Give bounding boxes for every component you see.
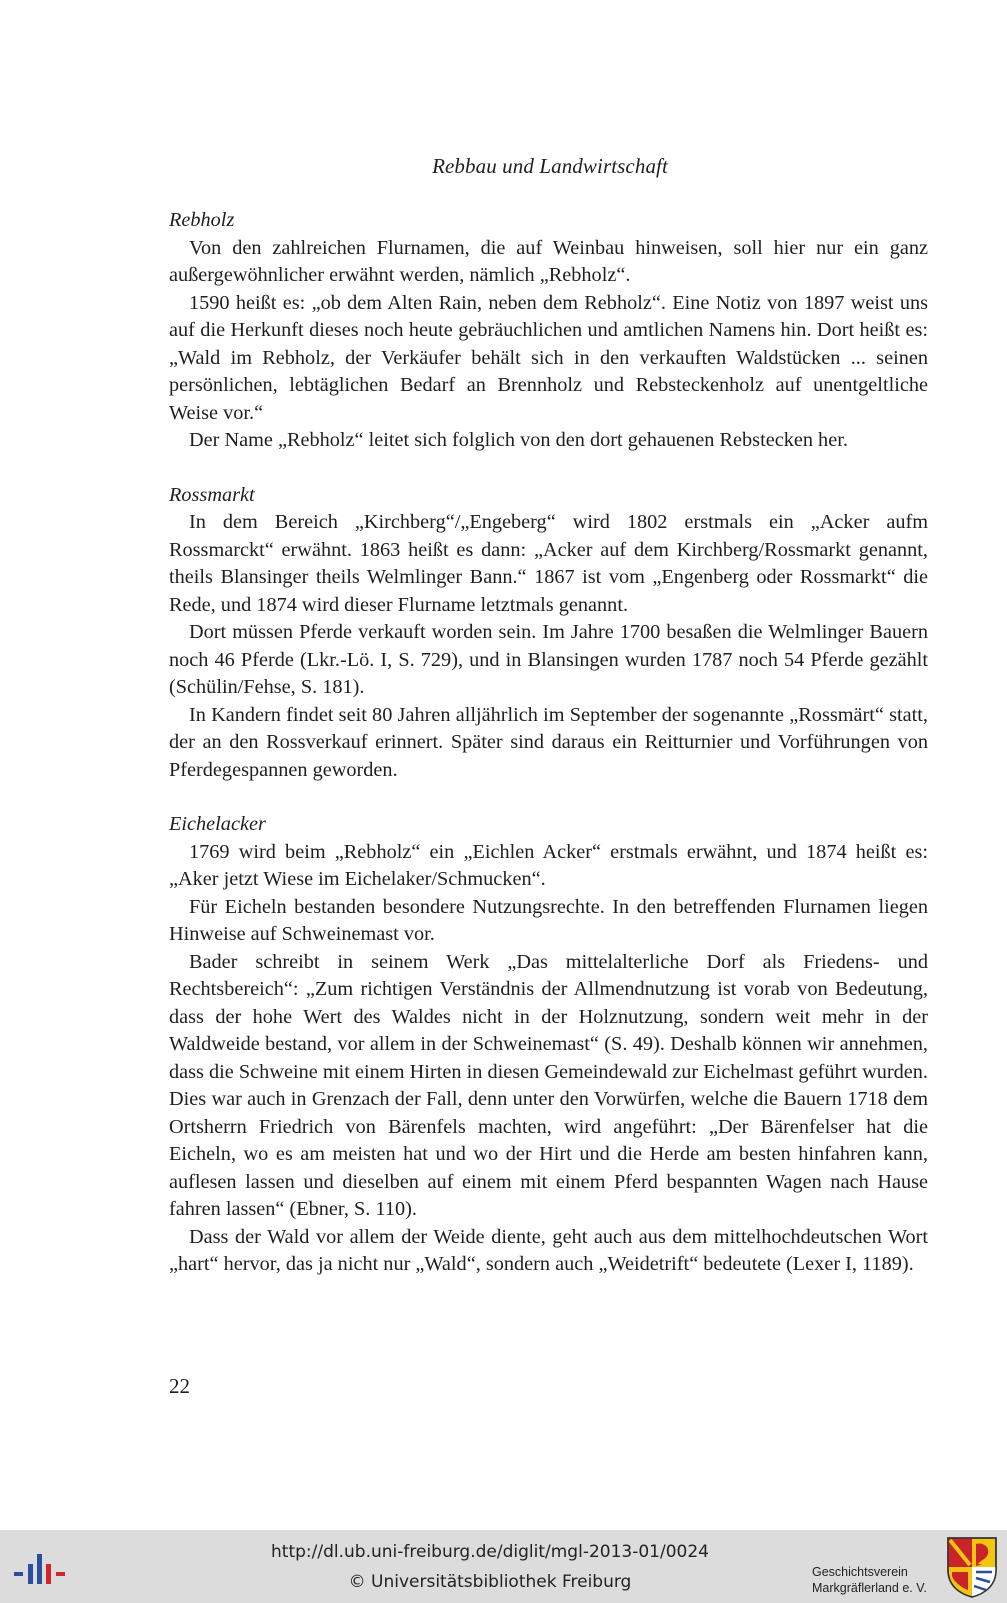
society-name-line1: Geschichtsverein	[812, 1565, 908, 1579]
markgraeflerland-crest-icon	[946, 1536, 998, 1598]
paragraph: Von den zahlreichen Flurnamen, die auf Weinbau hinweisen, soll hier nur ein ganz außergewöhnlicher erwähnt werden, nämlich „Rebholz“.	[169, 236, 928, 286]
page-number: 22	[169, 1374, 190, 1398]
society-name-line2: Markgräflerland e. V.	[812, 1581, 927, 1595]
section-eichelacker	[169, 811, 928, 1279]
paragraph: In Kandern findet seit 80 Jahren alljährlich im September der sogenannte „Rossmärt“ statt, der an den Rossverkauf erinnert. Später sind daraus ein Reitturnier und Vorführungen von Pferdegespannen geworden.	[169, 703, 928, 781]
ub-freiburg-logo-icon	[12, 1550, 68, 1590]
section-heading: Rebholz	[169, 209, 235, 231]
society-name	[812, 1564, 927, 1596]
paragraph: In dem Bereich „Kirchberg“/„Engeberg“ wird 1802 erstmals ein „Acker aufm Rossmarckt“ erwähnt. 1863 heißt es dann: „Acker auf dem Kirchberg/Rossmarkt genannt, theils Blansinger theils Welmlinger Bann.“ 1867 ist vom „Engenberg oder Rossmarkt“ die Rede, und 1874 wird dieser Flurname letztmals genannt.	[169, 511, 928, 616]
paragraph: Dass der Wald vor allem der Weide diente, geht auch aus dem mittelhochdeutschen Wort „hart“ hervor, das ja nicht nur „Wald“, sondern auch „Weidetrift“ bedeutete (Lexer I, 1189).	[169, 1225, 928, 1275]
paragraph: 1590 heißt es: „ob dem Alten Rain, neben dem Rebholz“. Eine Notiz von 1897 weist uns auf die Herkunft dieses noch heute gebräuchlichen und amtlichen Namens hin. Dort heißt es: „Wald im Rebholz, der Verkäufer behält sich in den verkauften Waldstücken ... seinen persönlichen, lebtäglichen Bedarf an Brennholz und Rebsteckenholz auf unentgeltliche Weise vor.“	[169, 291, 928, 424]
paragraph: Der Name „Rebholz“ leitet sich folglich von den dort gehauenen Rebstecken her.	[189, 429, 848, 451]
section-rossmarkt	[169, 482, 928, 785]
paragraph: Bader schreibt in seinem Werk „Das mittelalterliche Dorf als Friedens- und Rechtsbereich“: „Zum richtigen Verständnis der Allmendnutzung ist vorab von Bedeutung, dass der hohe Wert des Waldes nicht in der Holznutzung, sondern weit mehr in der Waldweide bestand, vor allem in der Schweinemast“ (S. 49). Deshalb können wir annehmen, dass die Schweine mit einem Hirten in diesen Gemeindewald zur Eichelmast geführt wurden. Dies war auch in Grenzach der Fall, denn unter den Vorwürfen, welche die Bauern 1718 dem Ortsherrn Friedrich von Bärenfels machten, wird angeführt: „Der Bärenfelser hat die Eicheln, wo es am meisten hat und wo der Hirt und die Herde am besten hinfahren kann, auflesen lassen und dieselben auf einem mit einem Pferd bespannten Wagen nach Hause fahren lassen“ (Ebner, S. 110).	[169, 950, 928, 1220]
footer-copyright: © Universitätsbibliothek Freiburg	[348, 1572, 632, 1592]
section-rebholz	[169, 207, 928, 455]
paragraph: 1769 wird beim „Rebholz“ ein „Eichlen Acker“ erstmals erwähnt, und 1874 heißt es: „Aker jetzt Wiese im Eichelaker/Schmucken“.	[169, 840, 928, 890]
footer-url-link[interactable]: http://dl.ub.uni-freiburg.de/diglit/mgl-2013-01/0024	[271, 1542, 709, 1562]
page-body	[169, 207, 928, 1279]
paragraph: Für Eicheln bestanden besondere Nutzungsrechte. In den betreffenden Flurnamen liegen Hinweise auf Schweinemast vor.	[169, 895, 928, 945]
paragraph: Dort müssen Pferde verkauft worden sein. Im Jahre 1700 besaßen die Welmlinger Bauern noch 46 Pferde (Lkr.-Lö. I, S. 729), und in Blansingen wurden 1787 noch 54 Pferde gezählt (Schülin/Fehse, S. 181).	[169, 621, 928, 698]
section-heading: Eichelacker	[169, 813, 266, 835]
running-head: Rebbau und Landwirtschaft	[432, 154, 668, 178]
section-heading: Rossmarkt	[169, 483, 255, 506]
footer-bar	[0, 1530, 1007, 1603]
